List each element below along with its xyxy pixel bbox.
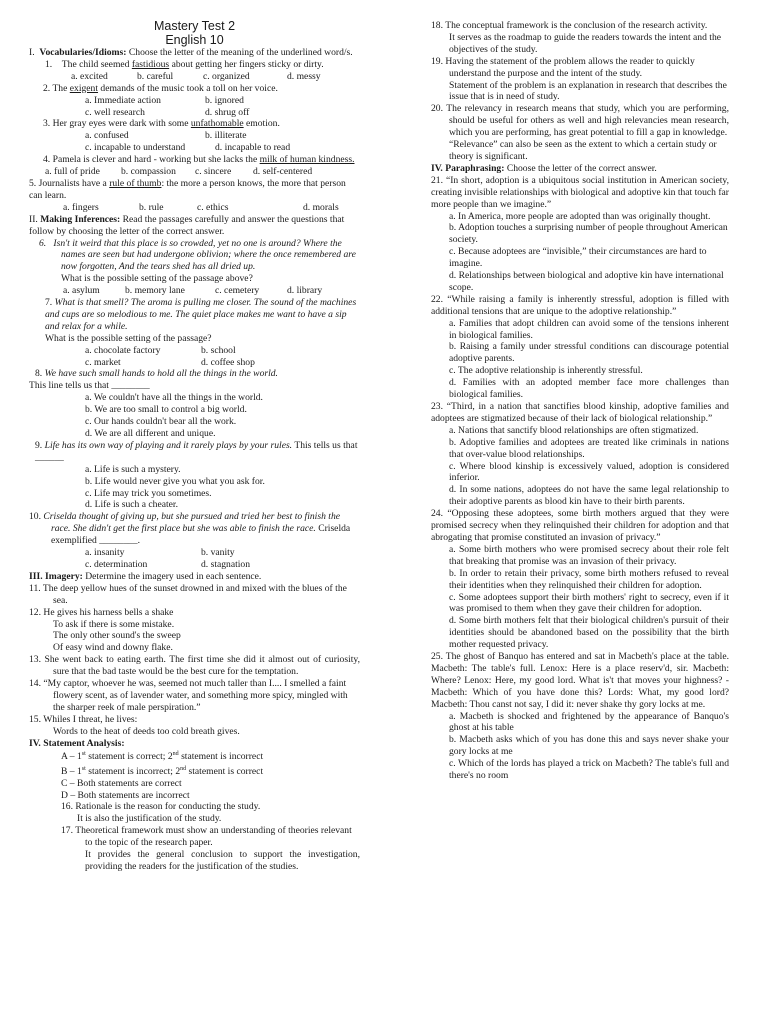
option[interactable]: c. The adoptive relationship is inherently stressful. bbox=[449, 365, 643, 377]
question-1: 1. The child seemed fastidious about getting her fingers sticky or dirty. a. excited b. careful c. organized d. messy bbox=[29, 59, 360, 83]
section-statement-heading: IV. Statement Analysis: bbox=[29, 737, 125, 749]
option[interactable]: c. incapable to understand bbox=[85, 142, 186, 154]
option[interactable]: c. market bbox=[85, 356, 121, 368]
option[interactable]: b. Macbeth asks which of you has done this and says never shake your gory locks at me bbox=[449, 734, 729, 758]
option[interactable]: a. asylum bbox=[63, 285, 100, 297]
option[interactable]: b. Adoptive families and adoptees are treated like criminals in nations that over-value blood relationships. bbox=[449, 436, 729, 460]
question-19: 19. Having the statement of the problem allows the reader to quickly understand the purpose and the intent of the study. Statement of the problem is an explanation in research that describes the issue that is in need of study. bbox=[431, 55, 727, 103]
question-11: 11. The deep yellow hues of the sunset drowned in and mixed with the blues of the sea. bbox=[29, 582, 347, 606]
option[interactable]: a. Some birth mothers who were promised secrecy about their role felt that breaking that promise was an invasion of their privacy. bbox=[449, 543, 729, 567]
left-column bbox=[29, 0, 360, 873]
question-21: 21. “In short, adoption is a ubiquitous social institution in American society, creating invisible relationships with biological and adoptive kin that touch far more people than we imagine.” a. In America, more people are adopted than was originally thought. b. Adoption touches a surprising number of people throughout American society. c. Because adoptees are “invisible,” their circumstances are hard to imagine. d. Relationships between biological and adoptive kin have international scope. bbox=[431, 174, 729, 293]
answer-key: A – 1st statement is correct; 2nd statement is incorrect B – 1st statement is incorrect; 2nd statement is correct C – Both statements are correct D – Both statements are incorrect bbox=[61, 751, 264, 801]
option[interactable]: b. school bbox=[201, 344, 236, 356]
question-7: 7. What is that smell? The aroma is pulling me closer. The sound of the machines and cups are so melodious to me. The quiet place makes me want to have a sip and relax for a while. What is the possible setting of the passage? a. chocolate factory b. school c. market d. coffee shop bbox=[45, 297, 357, 368]
option[interactable]: d. In some nations, adoptees do not have the same legal relationship to their adoptive parents as blood kin have to their birth parents. bbox=[449, 484, 729, 508]
option[interactable]: c. Our hands couldn't bear all the work. bbox=[85, 416, 237, 428]
option[interactable]: c. Because adoptees are “invisible,” their circumstances are hard to imagine. bbox=[449, 246, 707, 270]
question-16: 16. Rationale is the reason for conducting the study. It is also the justification of the study. bbox=[61, 801, 261, 825]
question-17: 17. Theoretical framework must show an understanding of theories relevant to the topic of the research paper. It provides the general conclusion to support the investigation, providing the readers for the justification of the studies. bbox=[61, 825, 360, 872]
option[interactable]: a. excited bbox=[71, 70, 108, 82]
option[interactable]: d. We are all different and unique. bbox=[85, 428, 216, 439]
section-imagery-heading: III. Imagery: Determine the imagery used in each sentence. bbox=[29, 570, 262, 582]
option[interactable]: d. Some birth mothers felt that their biological children's pursuit of their identities should be abandoned based on the possibility that the birth mother requested privacy. bbox=[449, 615, 729, 651]
option[interactable]: b. compassion bbox=[121, 166, 176, 178]
question-4: 4. Pamela is clever and hard - working but she lacks the milk of human kindness. a. full of pride b. compassion c. sincere d. self-centered bbox=[43, 154, 355, 178]
section-inferences-heading: II. Making Inferences: Read the passages carefully and answer the questions that follow by choosing the letter of the correct answer. bbox=[29, 213, 345, 237]
option[interactable]: b. memory lane bbox=[125, 285, 185, 297]
option[interactable]: a. Life is such a mystery. bbox=[85, 463, 181, 475]
option[interactable]: a. Families that adopt children can avoid some of the tensions inherent in biological families. bbox=[449, 317, 729, 341]
question-13: 13. She went back to eating earth. The first time she did it almost out of curiosity, sure that the bad taste would be the best cure for the temptation. bbox=[29, 654, 360, 678]
option[interactable]: d. coffee shop bbox=[201, 356, 255, 368]
question-3: 3. Her gray eyes were dark with some unfathomable emotion. a. confused b. illiterate c. incapable to understand d. incapable to read bbox=[43, 118, 291, 154]
test-title: Mastery Test 2 bbox=[153, 19, 236, 33]
question-15: 15. Whiles I threat, he lives: Words to the heat of deeds too cold breath gives. bbox=[29, 713, 240, 737]
option[interactable]: d. stagnation bbox=[201, 558, 251, 570]
option[interactable]: c. Some adoptees support their birth mothers' right to secrecy, even if it was promised to them when they gave their children for adoption. bbox=[449, 591, 729, 615]
option[interactable]: d. Families with an adopted member face more challenges than biological families. bbox=[449, 377, 729, 401]
option[interactable]: b. Raising a family under stressful conditions can discourage potential adoptive parents. bbox=[449, 341, 729, 365]
option[interactable]: a. confused bbox=[85, 130, 129, 142]
option[interactable]: b. illiterate bbox=[205, 130, 247, 142]
option[interactable]: d. Life is such a cheater. bbox=[85, 499, 178, 511]
option[interactable]: d. library bbox=[287, 285, 323, 297]
option[interactable]: c. Life may trick you sometimes. bbox=[85, 487, 212, 499]
question-12: 12. He gives his harness bells a shake To ask if there is some mistake. The only other sound's the sweep Of easy wind and downy flake. bbox=[29, 606, 181, 654]
option[interactable]: c. Which of the lords has played a trick on Macbeth? The table's full and there's no room bbox=[449, 758, 729, 782]
option[interactable]: d. shrug off bbox=[205, 106, 250, 118]
question-23: 23. “Third, in a nation that sanctifies blood kinship, adoptive families and adoptees are stigmatized because of their lack of biological relationship.” a. Nations that sanctify blood relationships are often stigmatized. b. Adoptive families and adoptees are treated like criminals in nations that over-value blood relationships. c. Where blood kinship is excessively valued, adoption is considered inferior. d. In some nations, adoptees do not have the same legal relationship to their adoptive parents as blood kin have to their birth parents. bbox=[431, 401, 729, 508]
option[interactable]: c. ethics bbox=[197, 201, 229, 213]
option[interactable]: c. Where blood kinship is excessively valued, adoption is considered inferior. bbox=[449, 460, 729, 484]
option[interactable]: a. Nations that sanctify blood relationships are often stigmatized. bbox=[449, 424, 699, 436]
option[interactable]: b. vanity bbox=[201, 547, 235, 559]
option[interactable]: a. insanity bbox=[85, 547, 125, 559]
right-column bbox=[431, 0, 729, 782]
question-8: 8. We have such small hands to hold all the things in the world. This line tells us that ________ a. We couldn't have all the things in the world. b. We are too small to control a big world. c. Our hands couldn't bear all the work. d. We are all different and unique. bbox=[29, 368, 360, 439]
question-18: 18. The conceptual framework is the conclusion of the research activity. It serves as the roadmap to guide the readers towards the intent and the objectives of the study. bbox=[431, 20, 721, 55]
option[interactable]: c. well research bbox=[85, 106, 145, 118]
option[interactable]: c. determination bbox=[85, 558, 148, 570]
question-6: 6. Isn't it weird that this place is so crowded, yet no one is around? Where the names are seen but had undergone oblivion; where the once remembered are now forgotten, And the tears shed has all dried up. What is the possible setting of the passage above? a. asylum b. memory lane c. cemetery d. library bbox=[39, 237, 356, 297]
option[interactable]: b. We are too small to control a big world. bbox=[85, 404, 247, 416]
question-20: 20. The relevancy in research means that study, which you are performing, should be useful for others as well and high relevancies mean research, which you are performing, has great potential to fill a gap in knowledge. “Relevance” can also be seen as the extent to which a certain study or theory is significant. bbox=[431, 103, 729, 162]
question-9: 9. Life has its own way of playing and it rarely plays by your rules. This tells us that ______ a. Life is such a mystery. b. Life would never give you what you ask for. c. Life may trick you sometimes. d. Life is such a cheater. bbox=[29, 440, 360, 511]
question-25: 25. The ghost of Banquo has entered and sat in Macbeth's place at the table. Macbeth: The table's full. Lenox: Here is a place reserv'd, sir. Macbeth: Where? Lenox: Here, my good lord. What is't that moves your highness? - Macbeth: Which of you have done this? Lords: What, my good lord? Macbeth: Thou canst not say, I did it: never shake thy gory locks at me. a. Macbeth is shocked and frightened by the appearance of Banquo's ghost at his table b. Macbeth asks which of you has done this and says never shake your gory locks at me c. Which of the lords has played a trick on Macbeth? The table's full and there's no room bbox=[431, 651, 729, 782]
test-subtitle: English 10 bbox=[165, 32, 224, 47]
option[interactable]: d. self-centered bbox=[253, 166, 313, 178]
option[interactable]: c. cemetery bbox=[215, 285, 260, 297]
option[interactable]: b. rule bbox=[139, 201, 164, 213]
option[interactable]: d. Relationships between biological and adoptive kin have international scope. bbox=[449, 270, 724, 293]
question-2: 2. The exigent demands of the music took a toll on her voice. a. Immediate action b. ignored c. well research d. shrug off bbox=[43, 82, 278, 118]
option[interactable]: d. morals bbox=[303, 201, 339, 213]
option[interactable]: c. organized bbox=[203, 70, 250, 82]
question-22: 22. “While raising a family is inherently stressful, adoption is filled with additional tensions that are unique to the adoptive relationship.” a. Families that adopt children can avoid some of the tensions inherent in biological families. b. Raising a family under stressful conditions can discourage potential adoptive parents. c. The adoptive relationship is inherently stressful. d. Families with an adopted member face more challenges than biological families. bbox=[431, 293, 729, 401]
section-paraphrasing-heading: IV. Paraphrasing: Choose the letter of the correct answer. bbox=[431, 162, 657, 174]
question-5: 5. Journalists have a rule of thumb: the more a person knows, the more that person can learn. a. fingers b. rule c. ethics d. morals bbox=[29, 177, 346, 213]
option[interactable]: d. incapable to read bbox=[215, 142, 291, 154]
option[interactable]: a. Immediate action bbox=[85, 94, 161, 106]
option[interactable]: a. Macbeth is shocked and frightened by the appearance of Banquo's ghost at his table bbox=[449, 710, 729, 734]
question-24: 24. “Opposing these adoptees, some birth mothers argued that they were promised secrecy when they relinquished their children for adoption and that abrogating that promise constituted an invasion of privacy.” a. Some birth mothers who were promised secrecy about their role felt that breaking that promise was an invasion of their privacy. b. In order to retain their privacy, some birth mothers refused to reveal their identities when they relinquished their children for adoption. c. Some adoptees support their birth mothers' right to secrecy, even if it was promised to them when they gave their children for adoption. d. Some birth mothers felt that their biological children's pursuit of their identities should be abandoned based on the possibility that the birth mother requested privacy. bbox=[431, 508, 729, 651]
option[interactable]: b. Life would never give you what you ask for. bbox=[85, 475, 265, 487]
option[interactable]: b. Adoption touches a surprising number of people throughout American society. bbox=[449, 222, 728, 246]
question-1-options bbox=[29, 71, 360, 83]
option[interactable]: c. sincere bbox=[195, 166, 232, 178]
option[interactable]: b. ignored bbox=[205, 94, 244, 106]
option[interactable]: b. In order to retain their privacy, some birth mothers refused to reveal their identities when they relinquished their children for adoption. bbox=[449, 567, 729, 591]
option[interactable]: a. chocolate factory bbox=[85, 344, 161, 356]
question-14: 14. “My captor, whoever he was, seemed not much taller than I.... I smelled a faint flowery scent, as of lavender water, and something more spicy, mingled with the sharper reek of male perspiration.” bbox=[29, 678, 348, 713]
question-10: 10. Criselda thought of giving up, but she pursued and tried her best to finish the race. She didn't get the first place but she was able to finish the race. Criselda exemplified ________. a. insanity b. vanity c. determination d. stagnation bbox=[29, 511, 351, 570]
option[interactable]: a. We couldn't have all the things in the world. bbox=[85, 392, 263, 404]
option[interactable]: d. messy bbox=[287, 70, 321, 82]
option[interactable]: a. In America, more people are adopted than was originally thought. bbox=[449, 210, 711, 222]
option[interactable]: a. full of pride bbox=[45, 166, 100, 178]
section-vocabulary-heading: I. Vocabularies/Idioms: Choose the letter of the meaning of the underlined word/s. bbox=[29, 47, 353, 58]
option[interactable]: b. careful bbox=[137, 70, 174, 82]
option[interactable]: a. fingers bbox=[63, 201, 99, 213]
